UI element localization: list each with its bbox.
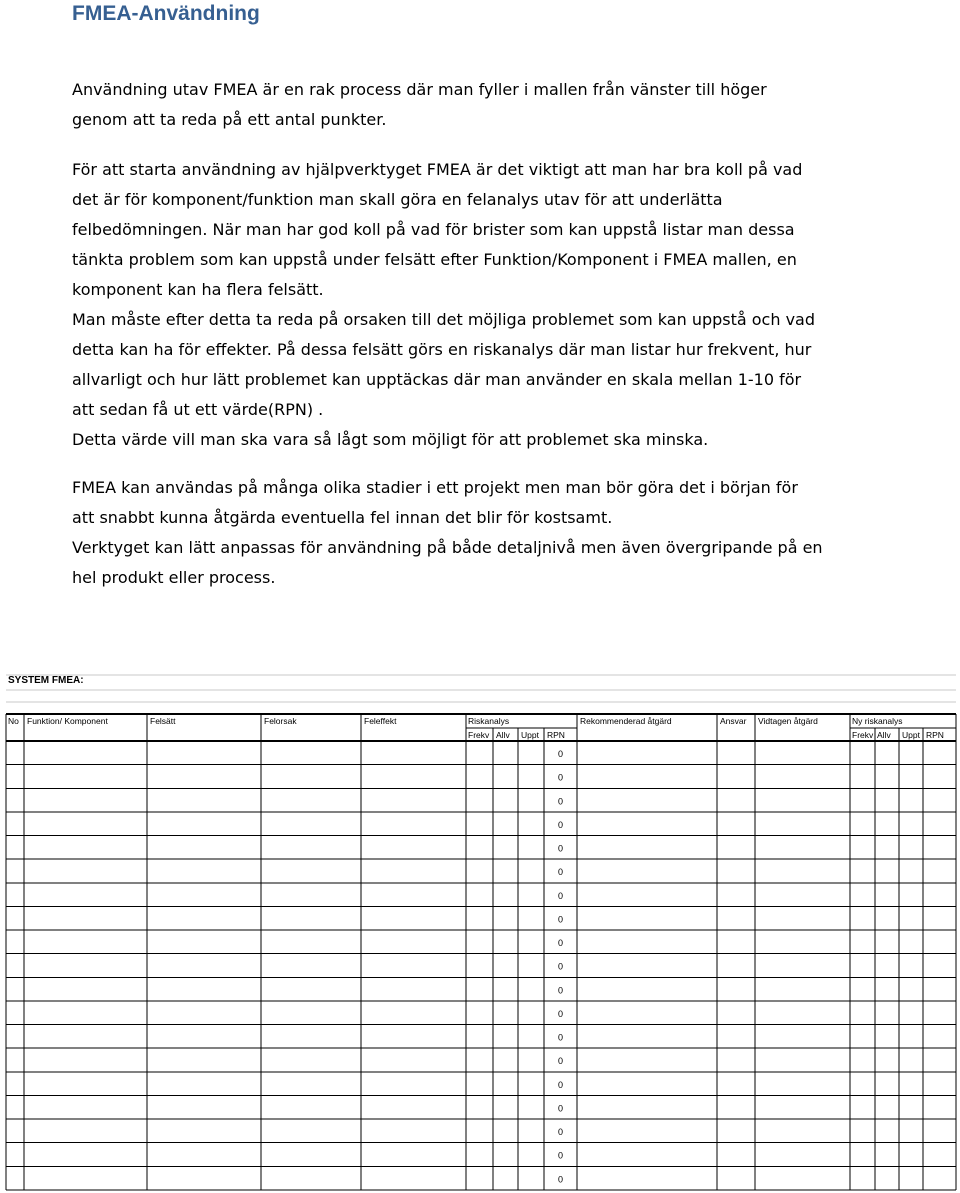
rpn-value: 0 bbox=[558, 1127, 564, 1138]
text-line: FMEA kan användas på många olika stadier i ett projekt men man bör göra det i början för bbox=[72, 478, 798, 497]
column-header: No bbox=[8, 716, 19, 726]
rpn-value: 0 bbox=[558, 819, 564, 830]
column-header: Ny riskanalys bbox=[852, 716, 903, 726]
text-line: komponent kan ha flera felsätt. bbox=[72, 280, 324, 299]
column-header: Vidtagen åtgärd bbox=[758, 716, 818, 726]
rpn-value: 0 bbox=[558, 796, 564, 807]
text-line: För att starta användning av hjälpverktyget FMEA är det viktigt att man har bra koll på vad bbox=[72, 160, 803, 179]
text-line: hel produkt eller process. bbox=[72, 568, 276, 587]
new-risk-sub-header: Frekv bbox=[852, 730, 874, 740]
column-header: Rekommenderad åtgärd bbox=[580, 716, 672, 726]
text-line: tänkta problem som kan uppstå under felsätt efter Funktion/Komponent i FMEA mallen, en bbox=[72, 250, 797, 269]
text-line: Detta värde vill man ska vara så lågt som möjligt för att problemet ska minska. bbox=[72, 430, 709, 449]
risk-sub-header: Frekv bbox=[468, 730, 490, 740]
text-line: Man måste efter detta ta reda på orsaken till det möjliga problemet som kan uppstå och vad bbox=[72, 310, 816, 329]
column-header: Funktion/ Komponent bbox=[27, 716, 108, 726]
rpn-value: 0 bbox=[558, 749, 564, 759]
rpn-value: 0 bbox=[558, 1056, 564, 1067]
risk-sub-header: RPN bbox=[547, 730, 565, 740]
rpn-value: 0 bbox=[558, 772, 564, 783]
paragraph-stages bbox=[72, 473, 892, 593]
rpn-value: 0 bbox=[558, 914, 564, 925]
fmea-sheet-title: SYSTEM FMEA: bbox=[8, 675, 84, 686]
text-line: att sedan få ut ett värde(RPN) . bbox=[72, 400, 324, 419]
rpn-value: 0 bbox=[558, 1150, 564, 1161]
rpn-value: 0 bbox=[558, 1008, 564, 1019]
page-title: FMEA-Användning bbox=[72, 2, 260, 25]
paragraph-intro bbox=[72, 75, 892, 135]
new-risk-sub-header: Uppt bbox=[902, 730, 920, 740]
rpn-value: 0 bbox=[558, 1103, 564, 1114]
paragraph-usage bbox=[72, 155, 892, 455]
risk-sub-header: Uppt bbox=[521, 730, 539, 740]
text-line: felbedömningen. När man har god koll på vad för brister som kan uppstå listar man dessa bbox=[72, 220, 795, 239]
text-line: genom att ta reda på ett antal punkter. bbox=[72, 110, 387, 129]
rpn-value: 0 bbox=[558, 961, 564, 972]
text-line: allvarligt och hur lätt problemet kan upptäckas där man använder en skala mellan 1-10 för bbox=[72, 370, 802, 389]
fmea-labels bbox=[8, 716, 944, 1184]
fmea-grid bbox=[6, 675, 956, 1190]
risk-sub-header: Allv bbox=[496, 730, 510, 740]
rpn-value: 0 bbox=[558, 867, 564, 878]
text-line: detta kan ha för effekter. På dessa felsätt görs en riskanalys där man listar hur frekvent, hur bbox=[72, 340, 812, 359]
column-header: Felsätt bbox=[150, 716, 176, 726]
new-risk-sub-header: Allv bbox=[877, 730, 891, 740]
new-risk-sub-header: RPN bbox=[926, 730, 944, 740]
column-header: Felorsak bbox=[264, 716, 297, 726]
rpn-value: 0 bbox=[558, 890, 564, 901]
rpn-value: 0 bbox=[558, 1174, 564, 1185]
rpn-value: 0 bbox=[558, 985, 564, 996]
text-line: Verktyget kan lätt anpassas för användning på både detaljnivå men även övergripande på en bbox=[72, 538, 823, 557]
column-header: Ansvar bbox=[720, 716, 747, 726]
column-header: Feleffekt bbox=[364, 716, 397, 726]
rpn-value: 0 bbox=[558, 1079, 564, 1090]
text-line: det är för komponent/funktion man skall göra en felanalys utav för att underlätta bbox=[72, 190, 723, 209]
column-header: Riskanalys bbox=[468, 716, 510, 726]
text-line: att snabbt kunna åtgärda eventuella fel innan det blir för kostsamt. bbox=[72, 508, 613, 527]
text-line: Användning utav FMEA är en rak process där man fyller i mallen från vänster till höger bbox=[72, 80, 767, 99]
rpn-value: 0 bbox=[558, 843, 564, 854]
rpn-value: 0 bbox=[558, 938, 564, 949]
rpn-value: 0 bbox=[558, 1032, 564, 1043]
